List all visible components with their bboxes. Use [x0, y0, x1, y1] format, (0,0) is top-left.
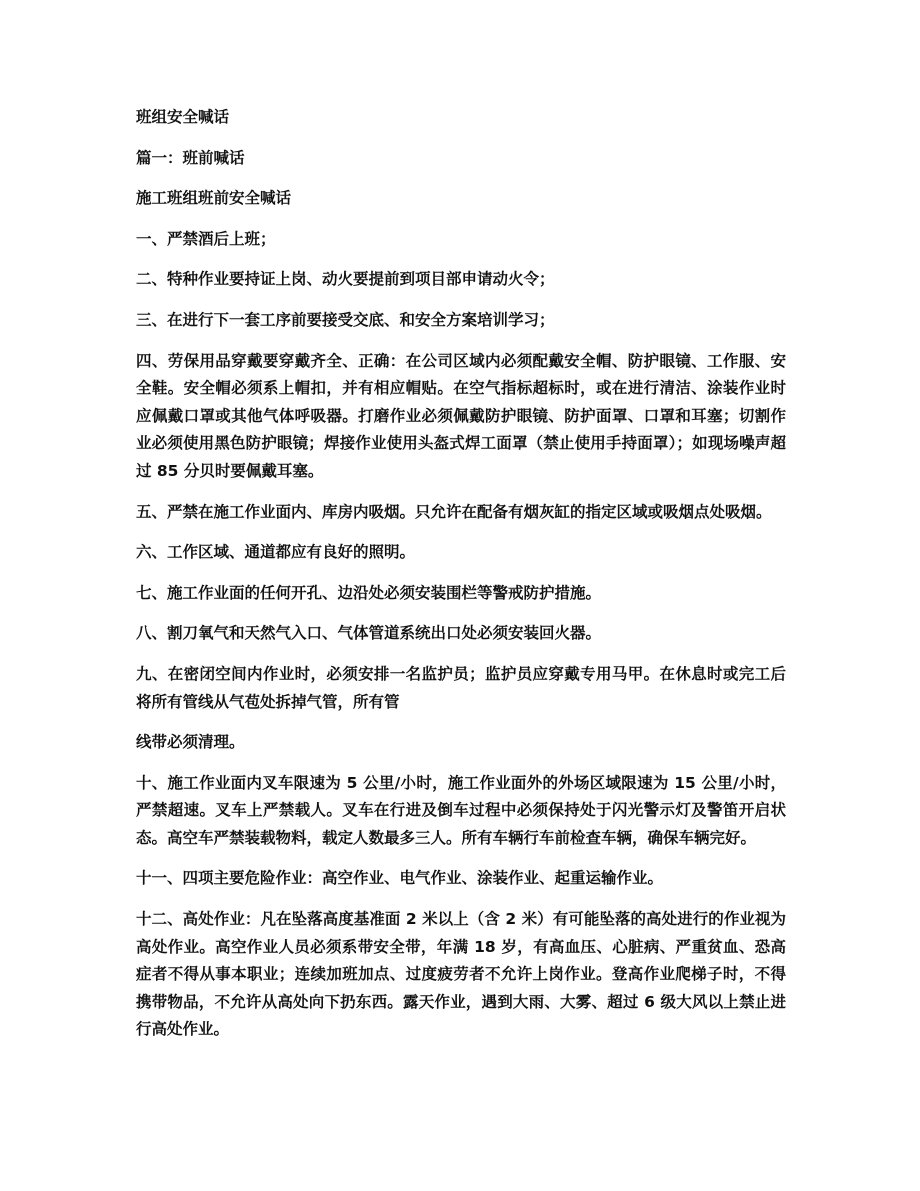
- document-title: 班组安全喊话: [136, 108, 230, 126]
- rule-2: 二、特种作业要持证上岗、动火要提前到项目部申请动火令；: [136, 270, 555, 289]
- rule-4: 四、劳保用品穿戴要穿戴齐全、正确：在公司区域内必须配戴安全帽、防护眼镜、工作服、安全鞋。安全帽必须系上帽扣，并有相应帽贴。在空气指标超标时，或在进行清洁、涂装作业时应佩戴口罩或其他气体呼吸器。打磨作业必须佩戴防护眼镜、防护面罩、口罩和耳塞；切割作业必须使用黑色防护眼镜；焊接作业使用头盔式焊工面罩（禁止使用手持面罩）；如现场噪声超过 85 分贝时要佩戴耳塞。: [136, 351, 786, 480]
- rule-8: 八、割刀氧气和天然气入口、气体管道系统出口处必须安装回火器。: [136, 624, 602, 643]
- rule-3: 三、在进行下一套工序前要接受交底、和安全方案培训学习；: [136, 310, 555, 329]
- section-heading: 篇一：班前喊话: [136, 148, 245, 167]
- rule-7: 七、施工作业面的任何开孔、边沿处必须安装围栏等警戒防护措施。: [136, 583, 602, 602]
- rule-12: 十二、高处作业：凡在坠落高度基准面 2 米以上（含 2 米）有可能坠落的高处进行的作业视为高处作业。高空作业人员必须系带安全带，年满 18 岁，有高血压、心脏病、严重贫血、恐高症者不得从事本职业；连续加班加点、过度疲劳者不允许上岗作业。登高作业爬梯子时，不得携带物品，不允许从高处向下扔东西。露天作业，遇到大雨、大雾、超过 6 级大风以上禁止进行高处作业。: [136, 910, 786, 1039]
- document-subtitle: 施工班组班前安全喊话: [136, 189, 292, 208]
- rule-11: 十一、四项主要危险作业：高空作业、电气作业、涂装作业、起重运输作业。: [136, 869, 664, 888]
- rule-9: 九、在密闭空间内作业时，必须安排一名监护员；监护员应穿戴专用马甲。在休息时或完工后将所有管线从气苞处拆掉气管，所有管: [136, 664, 786, 711]
- rule-10: 十、施工作业面内叉车限速为 5 公里/小时，施工作业面外的外场区域限速为 15 公里/小时，严禁超速。叉车上严禁载人。叉车在行进及倒车过程中必须保持处于闪光警示灯及警笛开启状态。高空车严禁装载物料，载定人数最多三人。所有车辆行车前检查车辆，确保车辆完好。: [136, 773, 786, 847]
- rule-1: 一、严禁酒后上班；: [136, 229, 276, 248]
- document-page: [136, 104, 786, 1057]
- rule-9-continuation: 线带必须清理。: [136, 733, 245, 752]
- rule-6: 六、工作区域、通道都应有良好的照明。: [136, 543, 416, 562]
- rule-5: 五、严禁在施工作业面内、库房内吸烟。只允许在配备有烟灰缸的指定区域或吸烟点处吸烟。: [136, 502, 772, 521]
